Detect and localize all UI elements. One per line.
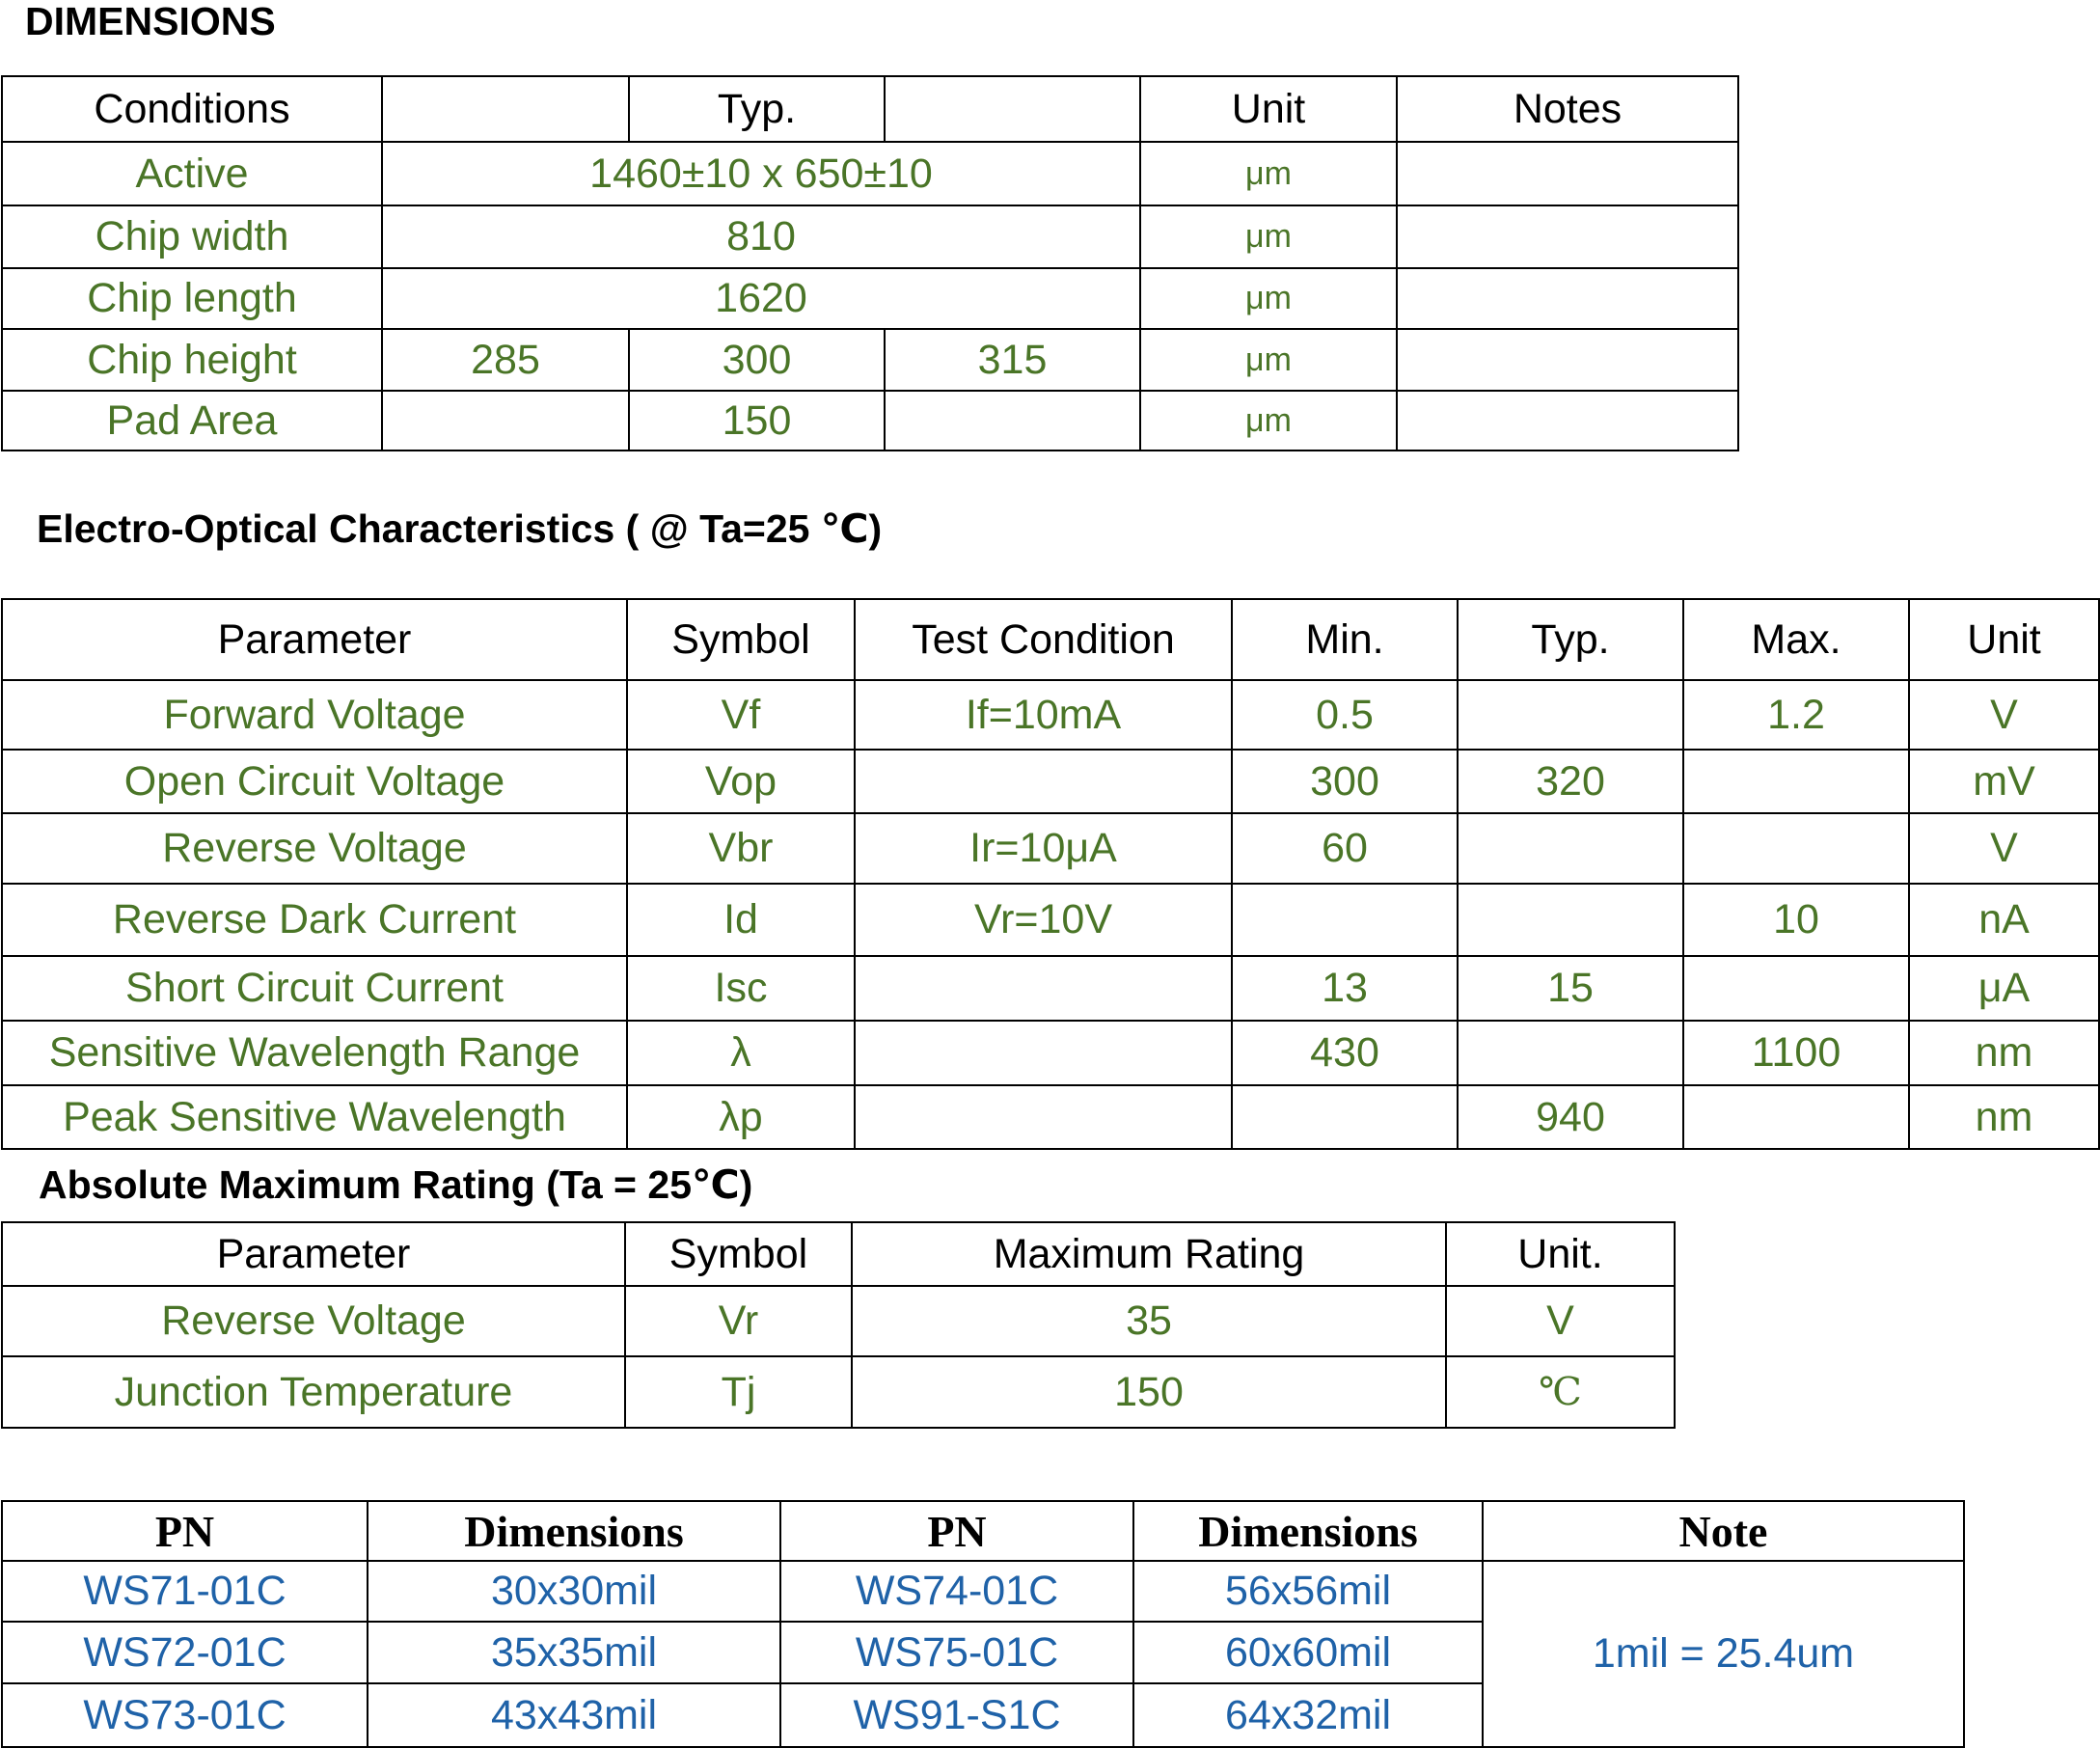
dimensions-cell: 56x56mil — [1133, 1561, 1483, 1622]
table-row — [2, 1021, 2099, 1085]
min-cell — [382, 391, 629, 451]
table-row — [2, 268, 1738, 329]
pn-cell: WS73-01C — [2, 1683, 368, 1747]
condition-cell: Chip height — [2, 329, 382, 391]
unit-cell: μm — [1140, 268, 1397, 329]
part-number-table — [1, 1500, 1965, 1748]
rating-cell: 150 — [852, 1356, 1446, 1428]
table-row — [2, 1356, 1675, 1428]
test-condition-cell — [855, 956, 1232, 1021]
dimensions-cell: 60x60mil — [1133, 1622, 1483, 1683]
pn-cell: WS71-01C — [2, 1561, 368, 1622]
symbol-cell: Tj — [625, 1356, 852, 1428]
table-row — [2, 813, 2099, 884]
note-cell: 1mil = 25.4um — [1483, 1561, 1964, 1747]
unit-cell: mV — [1909, 750, 2099, 813]
dimensions-table — [1, 75, 1739, 451]
typ-cell: 810 — [382, 205, 1140, 268]
pn-cell: WS74-01C — [780, 1561, 1133, 1622]
header-typ: Typ. — [629, 76, 885, 142]
table-row — [2, 329, 1738, 391]
notes-cell — [1397, 329, 1738, 391]
symbol-cell: Vop — [627, 750, 855, 813]
typ-cell: 320 — [1458, 750, 1683, 813]
condition-cell: Chip width — [2, 205, 382, 268]
parameter-cell: Sensitive Wavelength Range — [2, 1021, 627, 1085]
unit-cell: nA — [1909, 884, 2099, 956]
max-cell — [1683, 750, 1909, 813]
max-cell — [1683, 1085, 1909, 1149]
test-condition-cell: Vr=10V — [855, 884, 1232, 956]
typ-cell — [1458, 680, 1683, 750]
header-note: Note — [1483, 1501, 1964, 1561]
condition-cell: Pad Area — [2, 391, 382, 451]
unit-cell: μA — [1909, 956, 2099, 1021]
max-cell: 1.2 — [1683, 680, 1909, 750]
notes-cell — [1397, 205, 1738, 268]
typ-cell — [1458, 884, 1683, 956]
unit-cell: μm — [1140, 205, 1397, 268]
min-cell — [1232, 884, 1458, 956]
dimensions-cell: 64x32mil — [1133, 1683, 1483, 1747]
header-pn-1: PN — [2, 1501, 368, 1561]
min-cell — [1232, 1085, 1458, 1149]
parameter-cell: Short Circuit Current — [2, 956, 627, 1021]
test-condition-cell — [855, 1085, 1232, 1149]
typ-cell: 300 — [629, 329, 885, 391]
dimensions-cell: 43x43mil — [368, 1683, 780, 1747]
unit-cell: V — [1446, 1286, 1675, 1356]
header-max — [885, 76, 1140, 142]
header-notes: Notes — [1397, 76, 1738, 142]
header-min — [382, 76, 629, 142]
symbol-cell: Isc — [627, 956, 855, 1021]
test-condition-cell: If=10mA — [855, 680, 1232, 750]
header-maximum-rating: Maximum Rating — [852, 1222, 1446, 1286]
dimensions-cell: 30x30mil — [368, 1561, 780, 1622]
header-unit: Unit — [1909, 599, 2099, 680]
min-cell: 0.5 — [1232, 680, 1458, 750]
symbol-cell: Vf — [627, 680, 855, 750]
electro-optical-header-row — [2, 599, 2099, 680]
unit-cell: μm — [1140, 329, 1397, 391]
header-conditions: Conditions — [2, 76, 382, 142]
header-max: Max. — [1683, 599, 1909, 680]
typ-cell — [1458, 1021, 1683, 1085]
electro-optical-heading: Electro-Optical Characteristics ( @ Ta=25 ℃) — [37, 506, 883, 551]
unit-cell: nm — [1909, 1021, 2099, 1085]
pn-cell: WS91-S1C — [780, 1683, 1133, 1747]
test-condition-cell: Ir=10μA — [855, 813, 1232, 884]
parameter-cell: Peak Sensitive Wavelength — [2, 1085, 627, 1149]
min-cell: 60 — [1232, 813, 1458, 884]
symbol-cell: λp — [627, 1085, 855, 1149]
absolute-max-heading: Absolute Maximum Rating (Ta = 25℃) — [39, 1162, 753, 1207]
condition-cell: Chip length — [2, 268, 382, 329]
symbol-cell: λ — [627, 1021, 855, 1085]
typ-cell: 15 — [1458, 956, 1683, 1021]
notes-cell — [1397, 142, 1738, 205]
parameter-cell: Reverse Voltage — [2, 1286, 625, 1356]
header-dimensions-2: Dimensions — [1133, 1501, 1483, 1561]
table-row — [2, 205, 1738, 268]
header-parameter: Parameter — [2, 599, 627, 680]
part-number-header-row — [2, 1501, 1964, 1561]
parameter-cell: Reverse Voltage — [2, 813, 627, 884]
rating-cell: 35 — [852, 1286, 1446, 1356]
header-min: Min. — [1232, 599, 1458, 680]
dimensions-cell: 35x35mil — [368, 1622, 780, 1683]
table-row — [2, 884, 2099, 956]
parameter-cell: Open Circuit Voltage — [2, 750, 627, 813]
table-row — [2, 142, 1738, 205]
header-pn-2: PN — [780, 1501, 1133, 1561]
table-row — [2, 1085, 2099, 1149]
min-cell: 13 — [1232, 956, 1458, 1021]
header-symbol: Symbol — [627, 599, 855, 680]
symbol-cell: Vbr — [627, 813, 855, 884]
max-cell: 1100 — [1683, 1021, 1909, 1085]
unit-cell: V — [1909, 680, 2099, 750]
table-row — [2, 1561, 1964, 1622]
max-cell: 315 — [885, 329, 1140, 391]
max-cell — [1683, 813, 1909, 884]
max-cell: 10 — [1683, 884, 1909, 956]
symbol-cell: Vr — [625, 1286, 852, 1356]
unit-cell: V — [1909, 813, 2099, 884]
electro-optical-table — [1, 598, 2100, 1150]
unit-cell: μm — [1140, 142, 1397, 205]
min-cell: 300 — [1232, 750, 1458, 813]
table-row — [2, 750, 2099, 813]
parameter-cell: Junction Temperature — [2, 1356, 625, 1428]
header-parameter: Parameter — [2, 1222, 625, 1286]
absolute-max-header-row — [2, 1222, 1675, 1286]
max-cell — [885, 391, 1140, 451]
header-typ: Typ. — [1458, 599, 1683, 680]
pn-cell: WS75-01C — [780, 1622, 1133, 1683]
header-dimensions-1: Dimensions — [368, 1501, 780, 1561]
typ-cell: 940 — [1458, 1085, 1683, 1149]
max-cell — [1683, 956, 1909, 1021]
dimensions-heading: DIMENSIONS — [25, 0, 276, 43]
typ-cell — [1458, 813, 1683, 884]
unit-cell: μm — [1140, 391, 1397, 451]
table-row — [2, 1286, 1675, 1356]
unit-cell: nm — [1909, 1085, 2099, 1149]
test-condition-cell — [855, 1021, 1232, 1085]
test-condition-cell — [855, 750, 1232, 813]
header-symbol: Symbol — [625, 1222, 852, 1286]
typ-cell: 1620 — [382, 268, 1140, 329]
condition-cell: Active — [2, 142, 382, 205]
parameter-cell: Reverse Dark Current — [2, 884, 627, 956]
table-row — [2, 956, 2099, 1021]
notes-cell — [1397, 391, 1738, 451]
min-cell: 285 — [382, 329, 629, 391]
header-unit: Unit — [1140, 76, 1397, 142]
notes-cell — [1397, 268, 1738, 329]
table-row — [2, 680, 2099, 750]
pn-cell: WS72-01C — [2, 1622, 368, 1683]
parameter-cell: Forward Voltage — [2, 680, 627, 750]
dimensions-header-row — [2, 76, 1738, 142]
absolute-max-table — [1, 1221, 1676, 1429]
unit-cell: ℃ — [1446, 1356, 1675, 1428]
header-test-condition: Test Condition — [855, 599, 1232, 680]
typ-cell: 1460±10 x 650±10 — [382, 142, 1140, 205]
symbol-cell: Id — [627, 884, 855, 956]
header-unit: Unit. — [1446, 1222, 1675, 1286]
typ-cell: 150 — [629, 391, 885, 451]
min-cell: 430 — [1232, 1021, 1458, 1085]
table-row — [2, 391, 1738, 451]
